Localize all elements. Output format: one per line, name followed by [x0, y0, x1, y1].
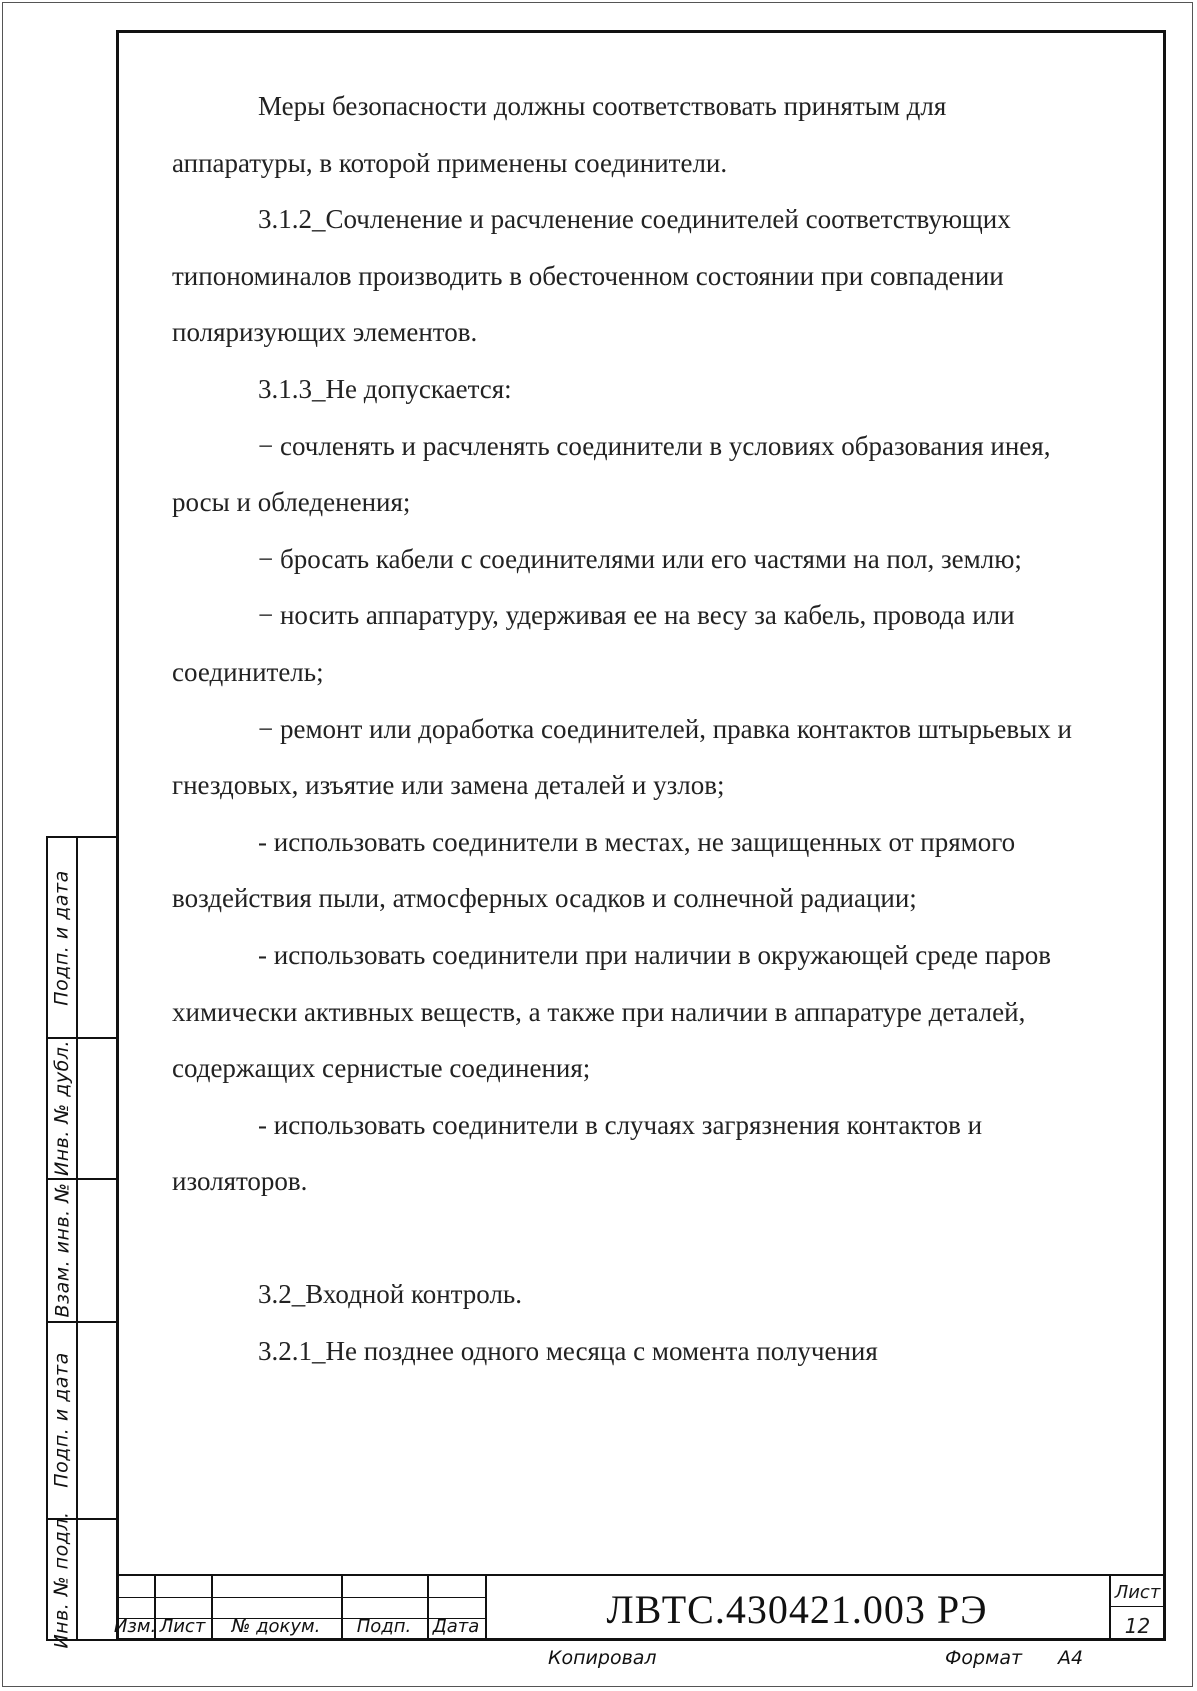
col-signature: Подп. [356, 1615, 412, 1637]
col-sheet: Лист [159, 1615, 206, 1637]
format-label: Формат [945, 1647, 1023, 1669]
document-body [172, 78, 1092, 1380]
side-label-replace-inv: Взам. инв. № [51, 1181, 74, 1318]
paragraph: 3.1.2_Сочленение и расчленение соединителей соответствующих типономиналов производить в обесточенном состоянии при совпадении поляризующих элементов. [172, 204, 1011, 348]
list-item: − носить аппаратуру, удерживая ее на весу за кабель, провода или соединитель; [172, 600, 1015, 687]
list-item: − ремонт или доработка соединителей, правка контактов штырьевых и гнездовых, изъятие или замена деталей и узлов; [172, 713, 1072, 801]
side-label-sign-date-2: Подп. и дата [51, 1351, 73, 1488]
sheet-number: 12 [1124, 1613, 1151, 1638]
side-label-orig-inv: Инв. № подл. [51, 1510, 73, 1649]
col-date: Дата [432, 1615, 480, 1637]
paragraph: 3.1.3_Не допускается: [258, 373, 512, 404]
list-item: − бросать кабели с соединителями или его частями на пол, землю; [258, 543, 1022, 574]
document-code: ЛВТС.430421.003 РЭ [606, 1587, 988, 1632]
margin-stamp-strip [46, 836, 116, 1649]
copied-by-label: Копировал [548, 1647, 657, 1669]
col-doc-number: № докум. [231, 1615, 321, 1637]
list-item: - использовать соединители в местах, не защищенных от прямого воздействия пыли, атмосферных осадков и солнечной радиации; [172, 826, 1016, 914]
paragraph: Меры безопасности должны соответствовать принятым для аппаратуры, в которой применены соединители. [172, 91, 947, 178]
col-change: Изм. [113, 1615, 157, 1637]
list-item: - использовать соединители при наличии в окружающей среде паров химически активных веществ, а также при наличии в аппаратуре деталей, содержащих сернистые соединения; [172, 939, 1052, 1084]
format-value: А4 [1058, 1647, 1084, 1669]
title-block [113, 1574, 1166, 1641]
blank-line [172, 1210, 1092, 1267]
sheet-label: Лист [1114, 1581, 1161, 1603]
side-label-dup-inv: Инв. № дубл. [51, 1039, 73, 1176]
list-item: − сочленять и расчленять соединители в условиях образования инея, росы и обледенения; [172, 430, 1051, 518]
paragraph: 3.2.1_Не позднее одного месяца с момента получения [258, 1336, 878, 1367]
section-heading: 3.2_Входной контроль. [258, 1279, 522, 1310]
list-item: - использовать соединители в случаях загрязнения контактов и изоляторов. [172, 1109, 983, 1197]
side-label-sign-date-1: Подп. и дата [51, 869, 73, 1006]
